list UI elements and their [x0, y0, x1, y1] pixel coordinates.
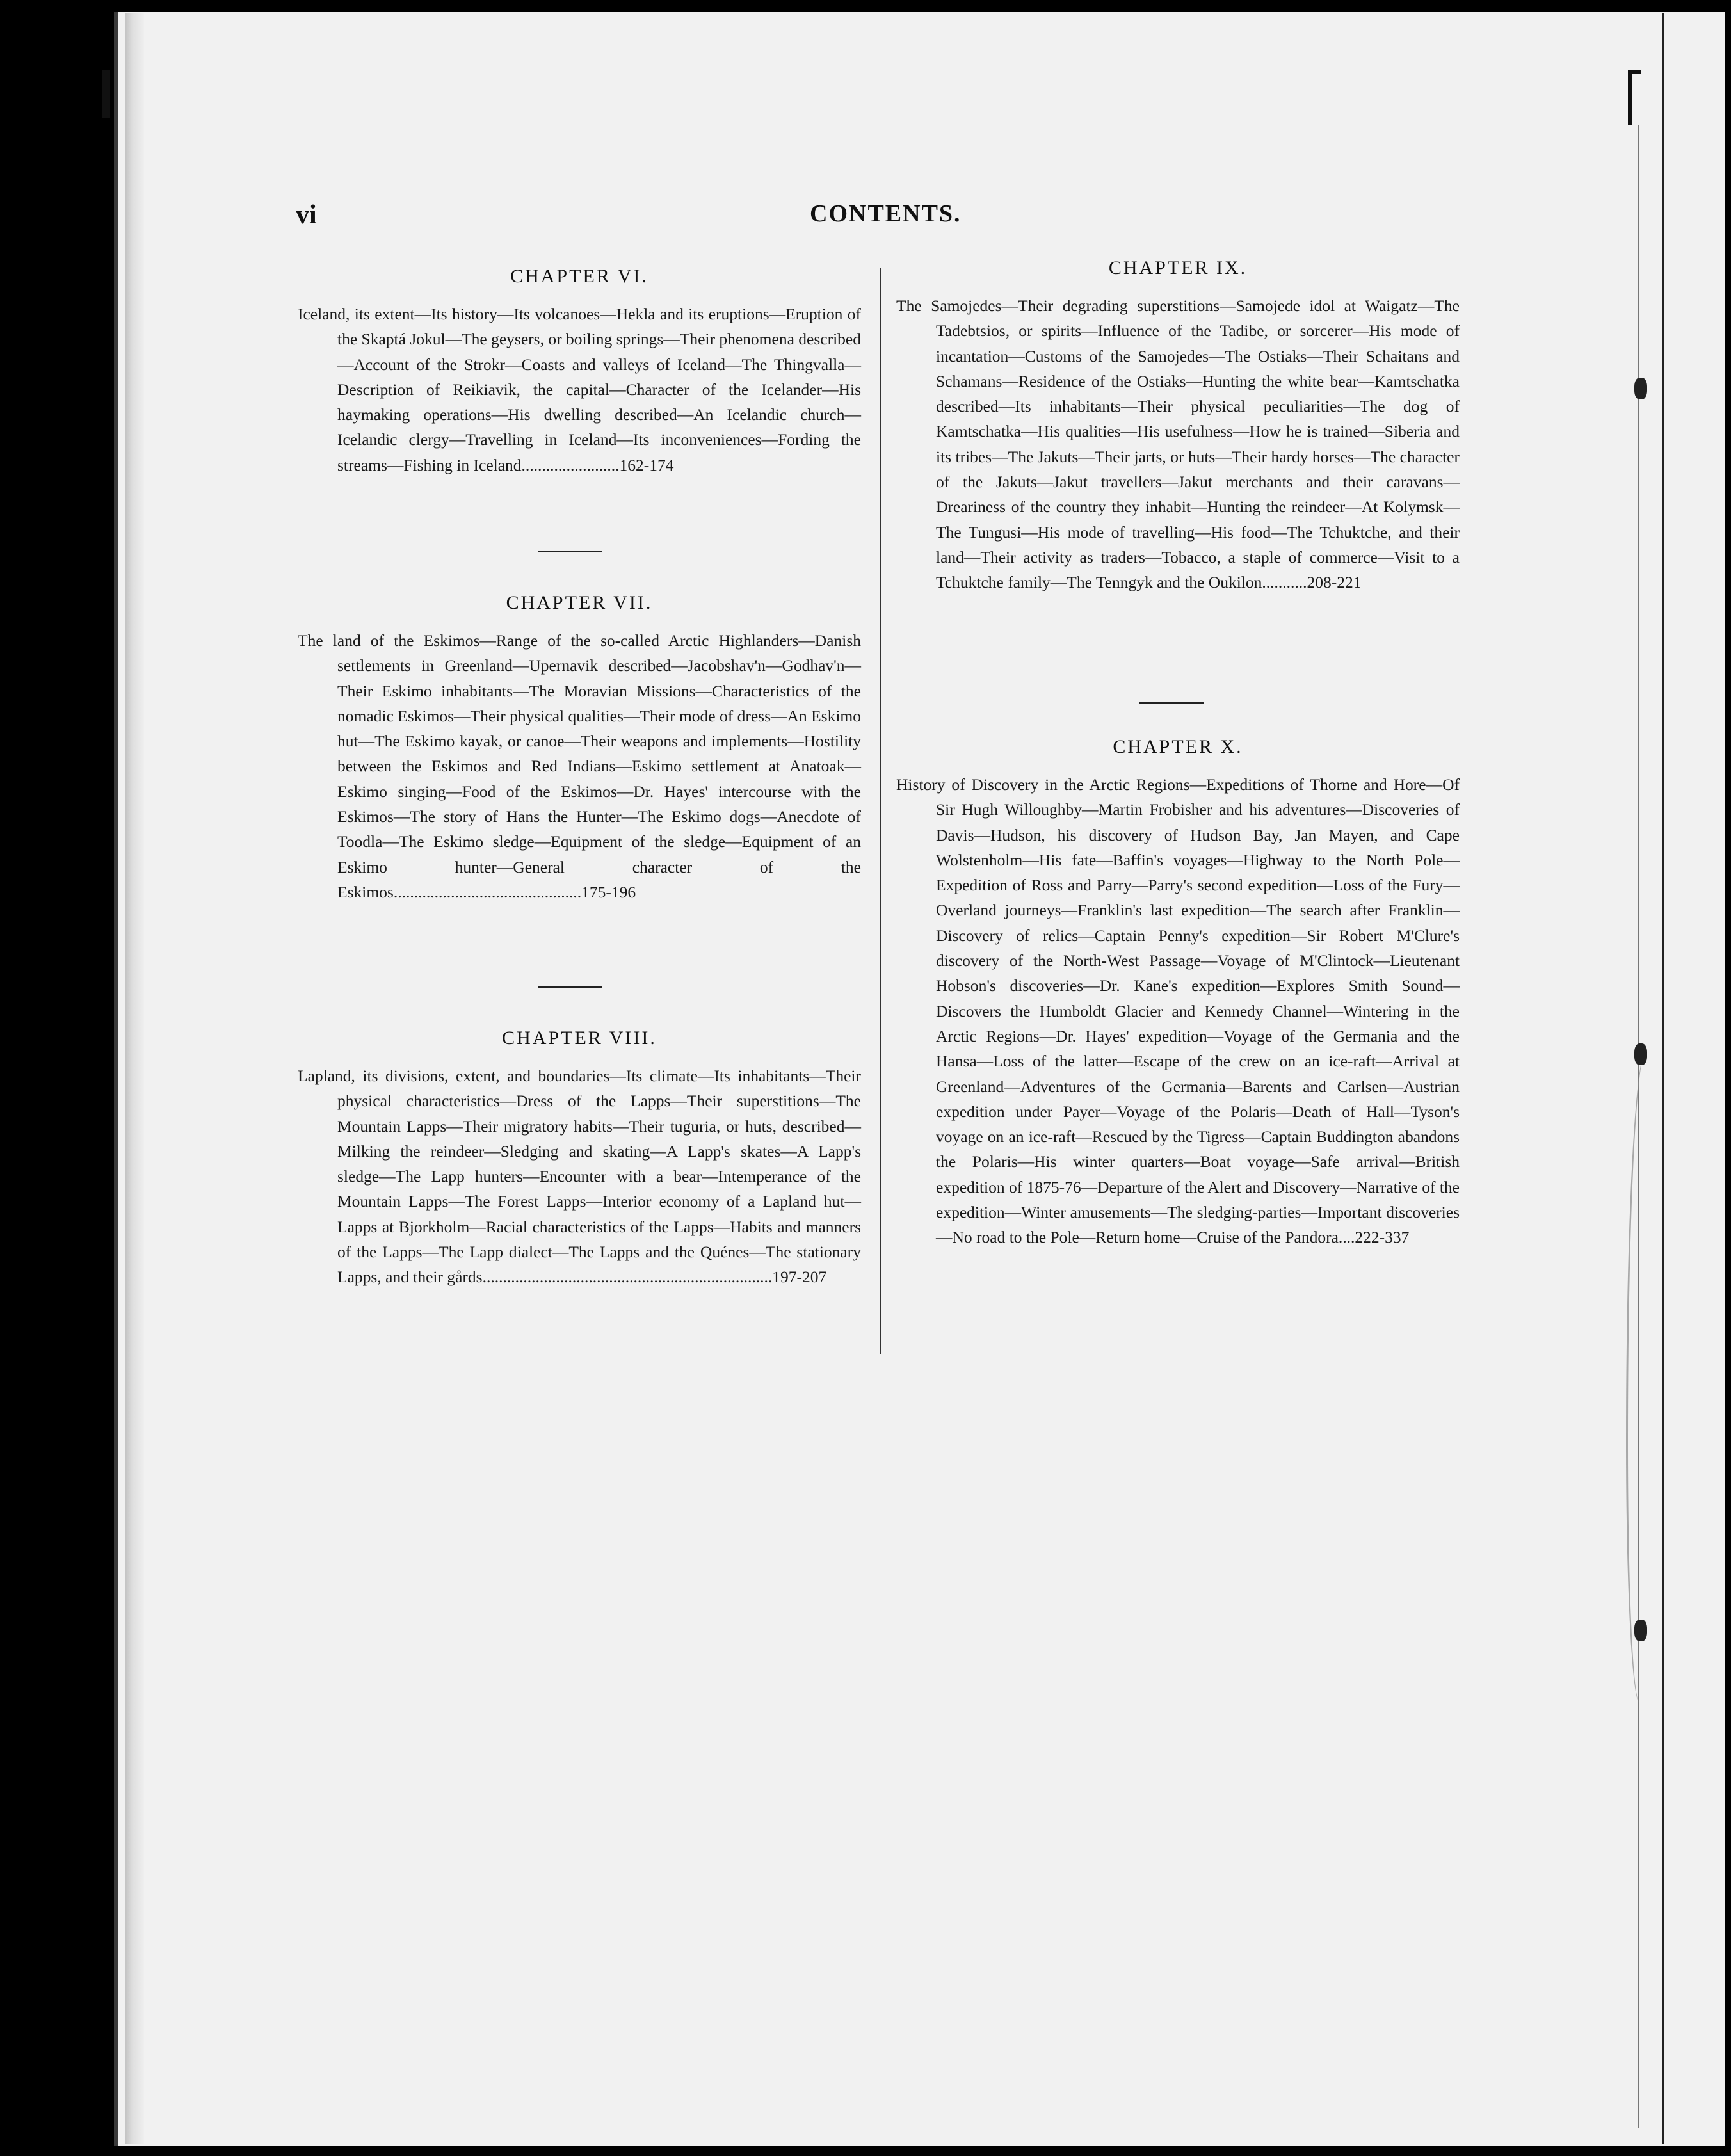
chapter-summary: Lapland, its divisions, extent, and boundaries—Its climate—Its inhabitants—Their physical characteristics—Dress of the Lapps—Their superstitions—The Mountain Lapps—Their migratory habits—Their tuguria, or huts, described—Milking the reindeer—Sledging and skating—A Lapp's skates—A Lapp's sledge—The Lapp hunters—Encounter with a bear—Intemperance of the Mountain Lapps—The Forest Lapps—Interior economy of a Lapland hut—Lapps at Bjorkholm—Racial characteristics of the Lapps—Habits and manners of the Lapps—The Lapp dialect—The Lapps and the Quénes—The stationary Lapps, and their gårds.......................................................................197-207	[298, 1066, 861, 1287]
stitch-mark	[1634, 1620, 1647, 1641]
page-range: 162-174	[619, 455, 674, 474]
left-margin-mark	[102, 70, 110, 118]
chapter-entry	[298, 1027, 861, 1290]
section-rule	[538, 986, 602, 988]
chapter-summary: History of Discovery in the Arctic Regions—Expeditions of Thorne and Hore—Of Sir Hugh Willoughby—Martin Frobisher and his adventures—Discoveries of Davis—Hudson, his discovery of Hudson Bay, Jan Mayen, and Cape Wolstenholm—His fate—Baffin's voyages—Highway to the North Pole—Expedition of Ross and Parry—Parry's second expedition—Loss of the Fury—Overland journeys—Franklin's last expedition—The search after Franklin—Discovery of relics—Captain Penny's expedition—Sir Robert M'Clure's discovery of the North-West Passage—Voyage of M'Clintock—Lieutenant Hobson's discoveries—Dr. Kane's expedition—Explores Smith Sound—Discovers the Humboldt Glacier and Kennedy Channel—Wintering in the Arctic Regions—Dr. Hayes' expedition—Voyage of the Germania and the Hansa—Loss of the latter—Escape of the crew on an ice-raft—Arrival at Greenland—Adventures of the Germania—Barents and Carlsen—Austrian expedition under Payer—Voyage of the Polaris—Death of Hall—Tyson's voyage on an ice-raft—Rescued by the Tigress—Captain Buddington abandons the Polaris—His winter quarters—Boat voyage—Safe arrival—British expedition of 1875-76—Departure of the Alert and Discovery—Narrative of the expedition—Winter amusements—The sledging-parties—Important discoveries—No road to the Pole—Return home—Cruise of the Pandora....222-337	[896, 775, 1460, 1247]
chapter-summary-text: The land of the Eskimos—Range of the so-called Arctic Highlanders—Danish settlements in Greenland—Upernavik described—Jacobshav'n—Godhav'n—Their Eskimo inhabitants—The Moravian Missions—Characteristics of the nomadic Eskimos—Their physical qualities—Their mode of dress—An Eskimo hut—The Eskimo kayak, or canoe—Their weapons and implements—Hostility between the Eskimos and Red Indians—Eskimo settlement at Anatoak—Eskimo singing—Food of the Eskimos—Dr. Hayes' intercourse with the Eskimos—The story of Hans the Hunter—The Eskimo dogs—Anecdote of Toodla—The Eskimo sledge—Equipment of the sledge—Equipment of an Eskimo hunter—General character of the Eskimos	[298, 631, 861, 901]
chapter-summary: Iceland, its extent—Its history—Its volcanoes—Hekla and its eruptions—Eruption of the Skaptá Jokul—The geysers, or boiling springs—Their phenomena described—Account of the Strokr—Coasts and valleys of Iceland—The Thingvalla—Description of Reikiavik, the capital—Character of the Icelander—His haymaking operations—His dwelling described—An Icelandic church—Icelandic clergy—Travelling in Iceland—Its inconveniences—Fording the streams—Fishing in Iceland........................162-174	[298, 305, 861, 474]
section-rule	[1139, 702, 1204, 704]
page-number: vi	[296, 200, 317, 230]
chapter-entry	[896, 736, 1460, 1250]
page-edge-line	[1662, 13, 1664, 2144]
chapter-summary: The Samojedes—Their degrading superstitions—Samojede idol at Waigatz—The Tadebtsios, or spirits—Influence of the Tadibe, or sorcerer—His mode of incantation—Customs of the Samojedes—The Ostiaks—Their Schaitans and Schamans—Residence of the Ostiaks—Hunting the white bear—Kamtschatka described—Its inhabitants—Their physical peculiarities—The dog of Kamtschatka—His qualities—His usefulness—How he is trained—Siberia and its tribes—The Jakuts—Their jarts, or huts—Their hardy horses—The character of the Jakuts—Jakut travellers—Jakut merchants and their caravans—Dreariness of the country they inhabit—Hunting the reindeer—At Kolymsk—The Tungusi—His mode of travelling—His food—The Tchuktche, and their land—Their activity as traders—Tobacco, a staple of commerce—Visit to a Tchuktche family—The Tenngyk and the Oukilon...........208-221	[896, 296, 1460, 592]
chapter-summary-text: History of Discovery in the Arctic Regions—Expeditions of Thorne and Hore—Of Sir Hugh Willoughby—Martin Frobisher and his adventures—Discoveries of Davis—Hudson, his discovery of Hudson Bay, Jan Mayen, and Cape Wolstenholm—His fate—Baffin's voyages—Highway to the North Pole—Expedition of Ross and Parry—Parry's second expedition—Loss of the Fury—Overland journeys—Franklin's last expedition—The search after Franklin—Discovery of relics—Captain Penny's expedition—Sir Robert M'Clure's discovery of the North-West Passage—Voyage of M'Clintock—Lieutenant Hobson's discoveries—Dr. Kane's expedition—Explores Smith Sound—Discovers the Humboldt Glacier and Kennedy Channel—Wintering in the Arctic Regions—Dr. Hayes' expedition—Voyage of the Germania and the Hansa—Loss of the latter—Escape of the crew on an ice-raft—Arrival at Greenland—Adventures of the Germania—Barents and Carlsen—Austrian expedition under Payer—Voyage of the Polaris—Death of Hall—Tyson's voyage on an ice-raft—Rescued by the Tigress—Captain Buddington abandons the Polaris—His winter quarters—Boat voyage—Safe arrival—British expedition of 1875-76—Departure of the Alert and Discovery—Narrative of the expedition—Winter amusements—The sledging-parties—Important discoveries—No road to the Pole—Return home—Cruise of the Pandora	[896, 775, 1460, 1247]
column-divider	[880, 268, 881, 1354]
chapter-summary: The land of the Eskimos—Range of the so-called Arctic Highlanders—Danish settlements in Greenland—Upernavik described—Jacobshav'n—Godhav'n—Their Eskimo inhabitants—The Moravian Missions—Characteristics of the nomadic Eskimos—Their physical qualities—Their mode of dress—An Eskimo hut—The Eskimo kayak, or canoe—Their weapons and implements—Hostility between the Eskimos and Red Indians—Eskimo settlement at Anatoak—Eskimo singing—Food of the Eskimos—Dr. Hayes' intercourse with the Eskimos—The story of Hans the Hunter—The Eskimo dogs—Anecdote of Toodla—The Eskimo sledge—Equipment of the sledge—Equipment of an Eskimo hunter—General character of the Eskimos..............................................175-196	[298, 631, 861, 901]
chapter-heading: CHAPTER IX.	[1108, 257, 1248, 278]
chapter-heading: CHAPTER X.	[1113, 736, 1243, 757]
stitch-mark	[1634, 1043, 1647, 1065]
chapter-summary-text: The Samojedes—Their degrading superstitions—Samojede idol at Waigatz—The Tadebtsios, or spirits—Influence of the Tadibe, or sorcerer—His mode of incantation—Customs of the Samojedes—The Ostiaks—Their Schaitans and Schamans—Residence of the Ostiaks—Hunting the white bear—Kamtschatka described—Its inhabitants—Their physical peculiarities—The dog of Kamtschatka—His qualities—His usefulness—How he is trained—Siberia and its tribes—The Jakuts—Their jarts, or huts—Their hardy horses—The character of the Jakuts—Jakut travellers—Jakut merchants and their caravans—Dreariness of the country they inhabit—Hunting the reindeer—At Kolymsk—The Tungusi—His mode of travelling—His food—The Tchuktche, and their land—Their activity as traders—Tobacco, a staple of commerce—Visit to a Tchuktche family—The Tenngyk and the Oukilon	[896, 296, 1460, 592]
chapter-heading: CHAPTER VIII.	[502, 1027, 657, 1049]
chapter-entry	[298, 266, 861, 478]
chapter-summary-text: Lapland, its divisions, extent, and boundaries—Its climate—Its inhabitants—Their physical characteristics—Dress of the Lapps—Their superstitions—The Mountain Lapps—Their migratory habits—Their tuguria, or huts, described—Milking the reindeer—Sledging and skating—A Lapp's skates—A Lapp's sledge—The Lapp hunters—Encounter with a bear—Intemperance of the Mountain Lapps—The Forest Lapps—Interior economy of a Lapland hut—Lapps at Bjorkholm—Racial characteristics of the Lapps—Habits and manners of the Lapps—The Lapp dialect—The Lapps and the Quénes—The stationary Lapps, and their gårds	[298, 1066, 861, 1287]
page-range: 175-196	[581, 882, 636, 901]
running-head-title: CONTENTS.	[810, 200, 962, 227]
page-range: 222-337	[1355, 1228, 1410, 1247]
chapter-heading: CHAPTER VI.	[510, 266, 648, 287]
page-range: 208-221	[1307, 573, 1362, 592]
chapter-heading: CHAPTER VII.	[506, 592, 653, 613]
chapter-entry	[298, 592, 861, 905]
corner-bracket-mark	[1628, 70, 1641, 125]
stitch-mark	[1634, 378, 1647, 399]
section-rule	[538, 551, 602, 552]
page-range: 197-207	[772, 1267, 827, 1287]
chapter-entry	[896, 257, 1460, 595]
binding-shadow	[125, 13, 144, 2144]
chapter-summary-text: Iceland, its extent—Its history—Its volcanoes—Hekla and its eruptions—Eruption of the Skaptá Jokul—The geysers, or boiling springs—Their phenomena described—Account of the Strokr—Coasts and valleys of Iceland—The Thingvalla—Description of Reikiavik, the capital—Character of the Icelander—His haymaking operations—His dwelling described—An Icelandic church—Icelandic clergy—Travelling in Iceland—Its inconveniences—Fording the streams—Fishing in Iceland	[298, 305, 861, 474]
